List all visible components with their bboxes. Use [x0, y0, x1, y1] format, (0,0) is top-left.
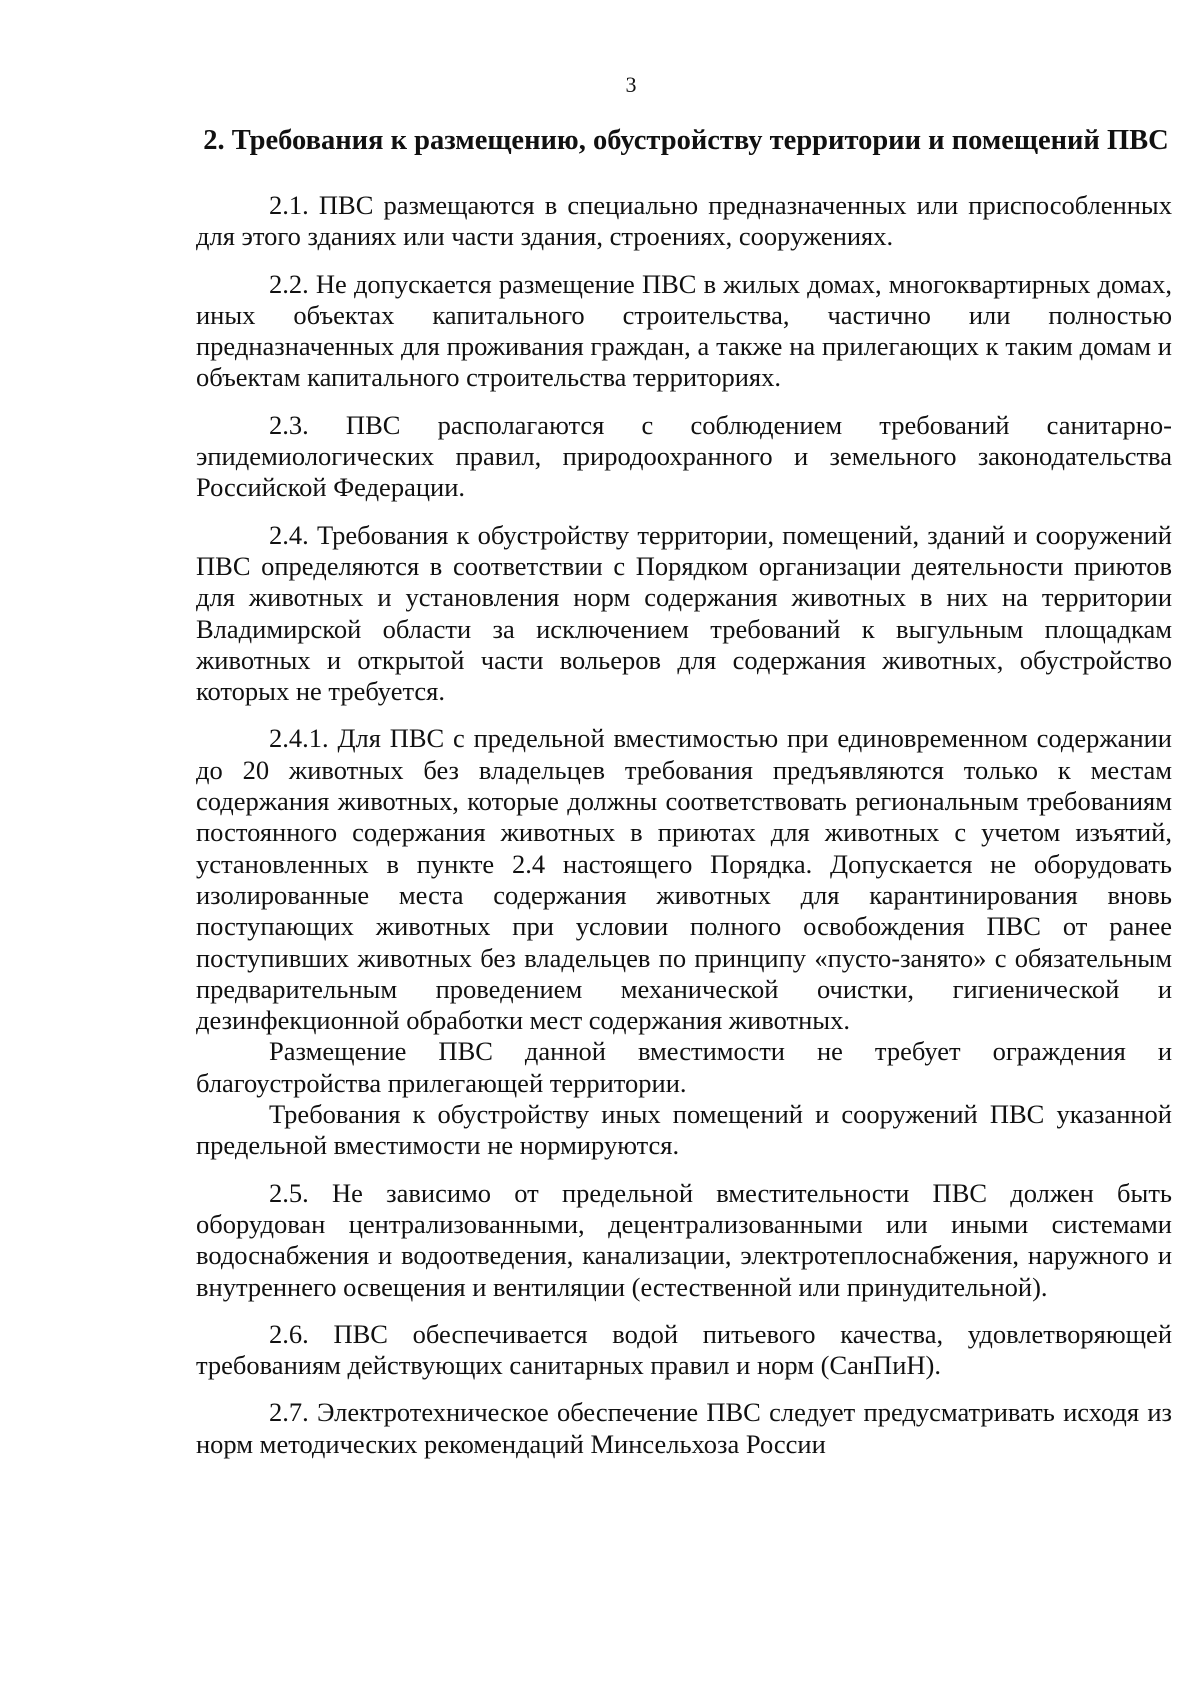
section-heading: 2. Требования к размещению, обустройству территории и помещений ПВС [203, 125, 1169, 156]
paragraph-placement: Размещение ПВС данной вместимости не требует ограждения и благоустройства прилегающей территории. [196, 1036, 1172, 1098]
paragraph-2-6: 2.6. ПВС обеспечивается водой питьевого качества, удовлетворяющей требованиям действующих санитарных правил и норм (СанПиН). [196, 1318, 1172, 1381]
document-body [196, 190, 1172, 1460]
paragraph-2-2: 2.2. Не допускается размещение ПВС в жилых домах, многоквартирных домах, иных объектах капитального строительства, частично или полностью предназначенных для проживания граждан, а также на прилегающих к таким домам и объектам капитального строительства территориях. [196, 268, 1172, 393]
paragraph-2-5: 2.5. Не зависимо от предельной вместительности ПВС должен быть оборудован централизованными, децентрализованными или иными системами водоснабжения и водоотведения, канализации, электротеплоснабжения, наружного и внутреннего освещения и вентиляции (естественной или принудительной). [196, 1177, 1172, 1302]
paragraph-other-requirements: Требования к обустройству иных помещений и сооружений ПВС указанной предельной вместимости не нормируются. [196, 1099, 1172, 1161]
page-number: 3 [625, 72, 637, 97]
paragraph-2-3: 2.3. ПВС располагаются с соблюдением требований санитарно-эпидемиологических правил, природоохранного и земельного законодательства Российской Федерации. [196, 409, 1172, 503]
paragraph-2-4: 2.4. Требования к обустройству территории, помещений, зданий и сооружений ПВС определяются в соответствии с Порядком организации деятельности приютов для животных и установления норм содержания животных в них на территории Владимирской области за исключением требований к выгульным площадкам животных и открытой части вольеров для содержания животных, обустройство которых не требуется. [196, 519, 1172, 707]
paragraph-2-7: 2.7. Электротехническое обеспечение ПВС следует предусматривать исходя из норм методических рекомендаций Минсельхоза России [196, 1397, 1172, 1459]
paragraph-2-1: 2.1. ПВС размещаются в специально предназначенных или приспособленных для этого зданиях или части здания, строениях, сооружениях. [196, 190, 1172, 252]
paragraph-2-4-1: 2.4.1. Для ПВС с предельной вместимостью при единовременном содержании до 20 животных без владельцев требования предъявляются только к местам содержания животных, которые должны соответствовать региональным требованиям постоянного содержания животных в приютах для животных с учетом изъятий, установленных в пункте 2.4 настоящего Порядка. Допускается не оборудовать изолированные места содержания животных для карантинирования вновь поступающих животных при условии полного освобождения ПВС от ранее поступивших животных без владельцев по принципу «пусто-занято» с обязательным предварительным проведением механической очистки, гигиенической и дезинфекционной обработки мест содержания животных. [196, 723, 1172, 1036]
